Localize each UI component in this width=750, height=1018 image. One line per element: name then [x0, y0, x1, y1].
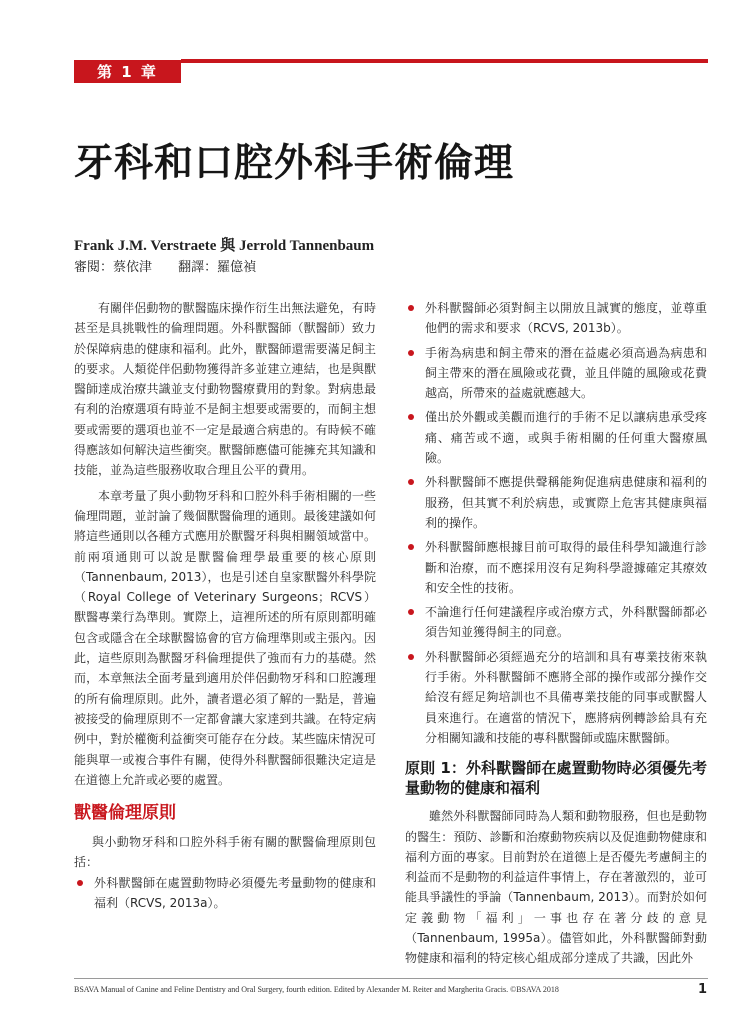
bullet-dot-icon [408, 654, 414, 660]
left-column [74, 298, 376, 917]
section-intro: 與小動物牙科和口腔外科手術有關的獸醫倫理原則包括： [74, 835, 376, 870]
bullet-dot-icon [408, 305, 414, 311]
list-item: 外科獸醫師不應提供聲稱能夠促進病患健康和福利的服務，但其實不利於病患，或實際上危害其健康與福利的操作。 [405, 472, 707, 533]
body-paragraph: 有關伴侶動物的獸醫臨床操作衍生出無法避免，有時甚至是具挑戰性的倫理問題。外科獸醫師（獸醫師）致力於保障病患的健康和福利。此外，獸醫師還需要滿足飼主的要求。人類從伴侶動物獲得許多並建立連結，也是與獸醫師達成治療共識並支付動物醫療費用的對象。對病患最有利的治療選項有時並不是飼主想要或需要的，而飼主想要或需要的選項也並不一定是最適合病患的。有時候不確得應該如何解決這些衝突。獸醫師應儘可能擁充其知識和技能，並為這些服務收取合理且公平的費用。 [74, 301, 376, 478]
bullet-dot-icon [408, 479, 414, 485]
list-item: 手術為病患和飼主帶來的潛在益處必須高過為病患和飼主帶來的潛在風險或花費，並且伴隨的風險或花費越高，所帶來的益處就應越大。 [405, 343, 707, 404]
translator: 翻譯：羅億禎 [178, 260, 257, 275]
list-item: 不論進行任何建議程序或治療方式，外科獸醫師都必須告知並獲得飼主的同意。 [405, 602, 707, 643]
list-item: 僅出於外觀或美觀而進行的手術不足以讓病患承受疼痛、痛苦或不適，或與手術相關的任何重大醫療風險。 [405, 407, 707, 468]
footer-citation: BSAVA Manual of Canine and Feline Dentistry and Oral Surgery, fourth edition. Edited by Alexander M. Reiter and Margherita Gracis. ©BSAVA 2018 [74, 985, 559, 994]
chapter-label: 第 1 章 [74, 60, 181, 83]
right-column [405, 298, 707, 969]
list-item: 外科獸醫師必須對飼主以開放且誠實的態度，並尊重他們的需求和要求（RCVS, 2013b）。 [405, 298, 707, 339]
chapter-rule [181, 59, 708, 63]
bullet-dot-icon [408, 350, 414, 356]
principle-heading: 原則 1：外科獸醫師在處置動物時必須優先考量動物的健康和福利 [405, 759, 707, 798]
principle-list-right [405, 298, 707, 748]
body-paragraph: 本章考量了與小動物牙科和口腔外科手術相關的一些倫理問題，並討論了幾個獸醫倫理的通則。最後建議如何將這些通則以各種方式應用於獸醫牙科與相關領域當中。前兩項通則可以說是獸醫倫理學最重要的核心原則（Tannenbaum, 2013），也是引述自皇家獸醫外科學院（Royal College of Veterinary Surgeons；RCVS）獸醫專業行為準則。實際上，這裡所述的所有原則都明確包含或隱含在全球獸醫協會的官方倫理準則或主張內。因此，這些原則為獸醫牙科倫理提供了強而有力的基礎。然而，本章無法全面考量到適用於伴侶動物牙科和口腔護理的所有倫理原則。此外，讀者還必須了解的一點是，普遍被接受的倫理原則不一定都會讓大家達到共識。在特定病例中，對於權衡利益衝突可能存在分歧。某些臨床情況可能與單一或複合事件有關，使得外科獸醫師很難決定這是在道德上允許或必要的處置。 [74, 488, 376, 787]
footer-rule [74, 978, 708, 979]
authors: Frank J.M. Verstraete 與 Jerrold Tannenbaum [74, 238, 375, 254]
bullet-dot-icon [408, 414, 414, 420]
translators [74, 256, 256, 275]
body-paragraph: 雖然外科獸醫師同時為人類和動物服務，但也是動物的醫生：預防、診斷和治療動物疾病以及促進動物健康和福利方面的專家。目前對於在道德上是否優先考慮飼主的利益而不是動物的利益這件事情上，存在著激烈的，並可能具爭議性的爭論（Tannenbaum, 2013）。而對於如何定義動物「福利」一事也存在著分歧的意見（Tannenbaum, 1995a）。儘管如此，外科獸醫師對動物健康和福利的特定核心組成部分達成了共識，因此外 [405, 809, 707, 966]
page-number: 1 [698, 982, 708, 997]
section-heading: 獸醫倫理原則 [74, 803, 176, 824]
bullet-dot-icon [77, 880, 83, 886]
bullet-dot-icon [408, 544, 414, 550]
bullet-dot-icon [408, 609, 414, 615]
list-item: 外科獸醫師必須經過充分的培訓和具有專業技術來執行手術。外科獸醫師不應將全部的操作或部分操作交給沒有經足夠培訓也不具備專業技能的同事或獸醫人員來進行。在適當的情況下，應將病例轉診給具有充分相關知識和技能的專科獸醫師或臨床獸醫師。 [405, 647, 707, 748]
principle-list-left [74, 873, 376, 914]
list-item: 外科獸醫師在處置動物時必須優先考量動物的健康和福利（RCVS, 2013a）。 [74, 873, 376, 914]
chapter-title: 牙科和口腔外科手術倫理 [74, 140, 515, 186]
list-item: 外科獸醫師應根據目前可取得的最佳科學知識進行診斷和治療，而不應採用沒有足夠科學證據確定其療效和安全性的技術。 [405, 537, 707, 598]
reviewer: 審閱：蔡依津 [74, 260, 153, 275]
